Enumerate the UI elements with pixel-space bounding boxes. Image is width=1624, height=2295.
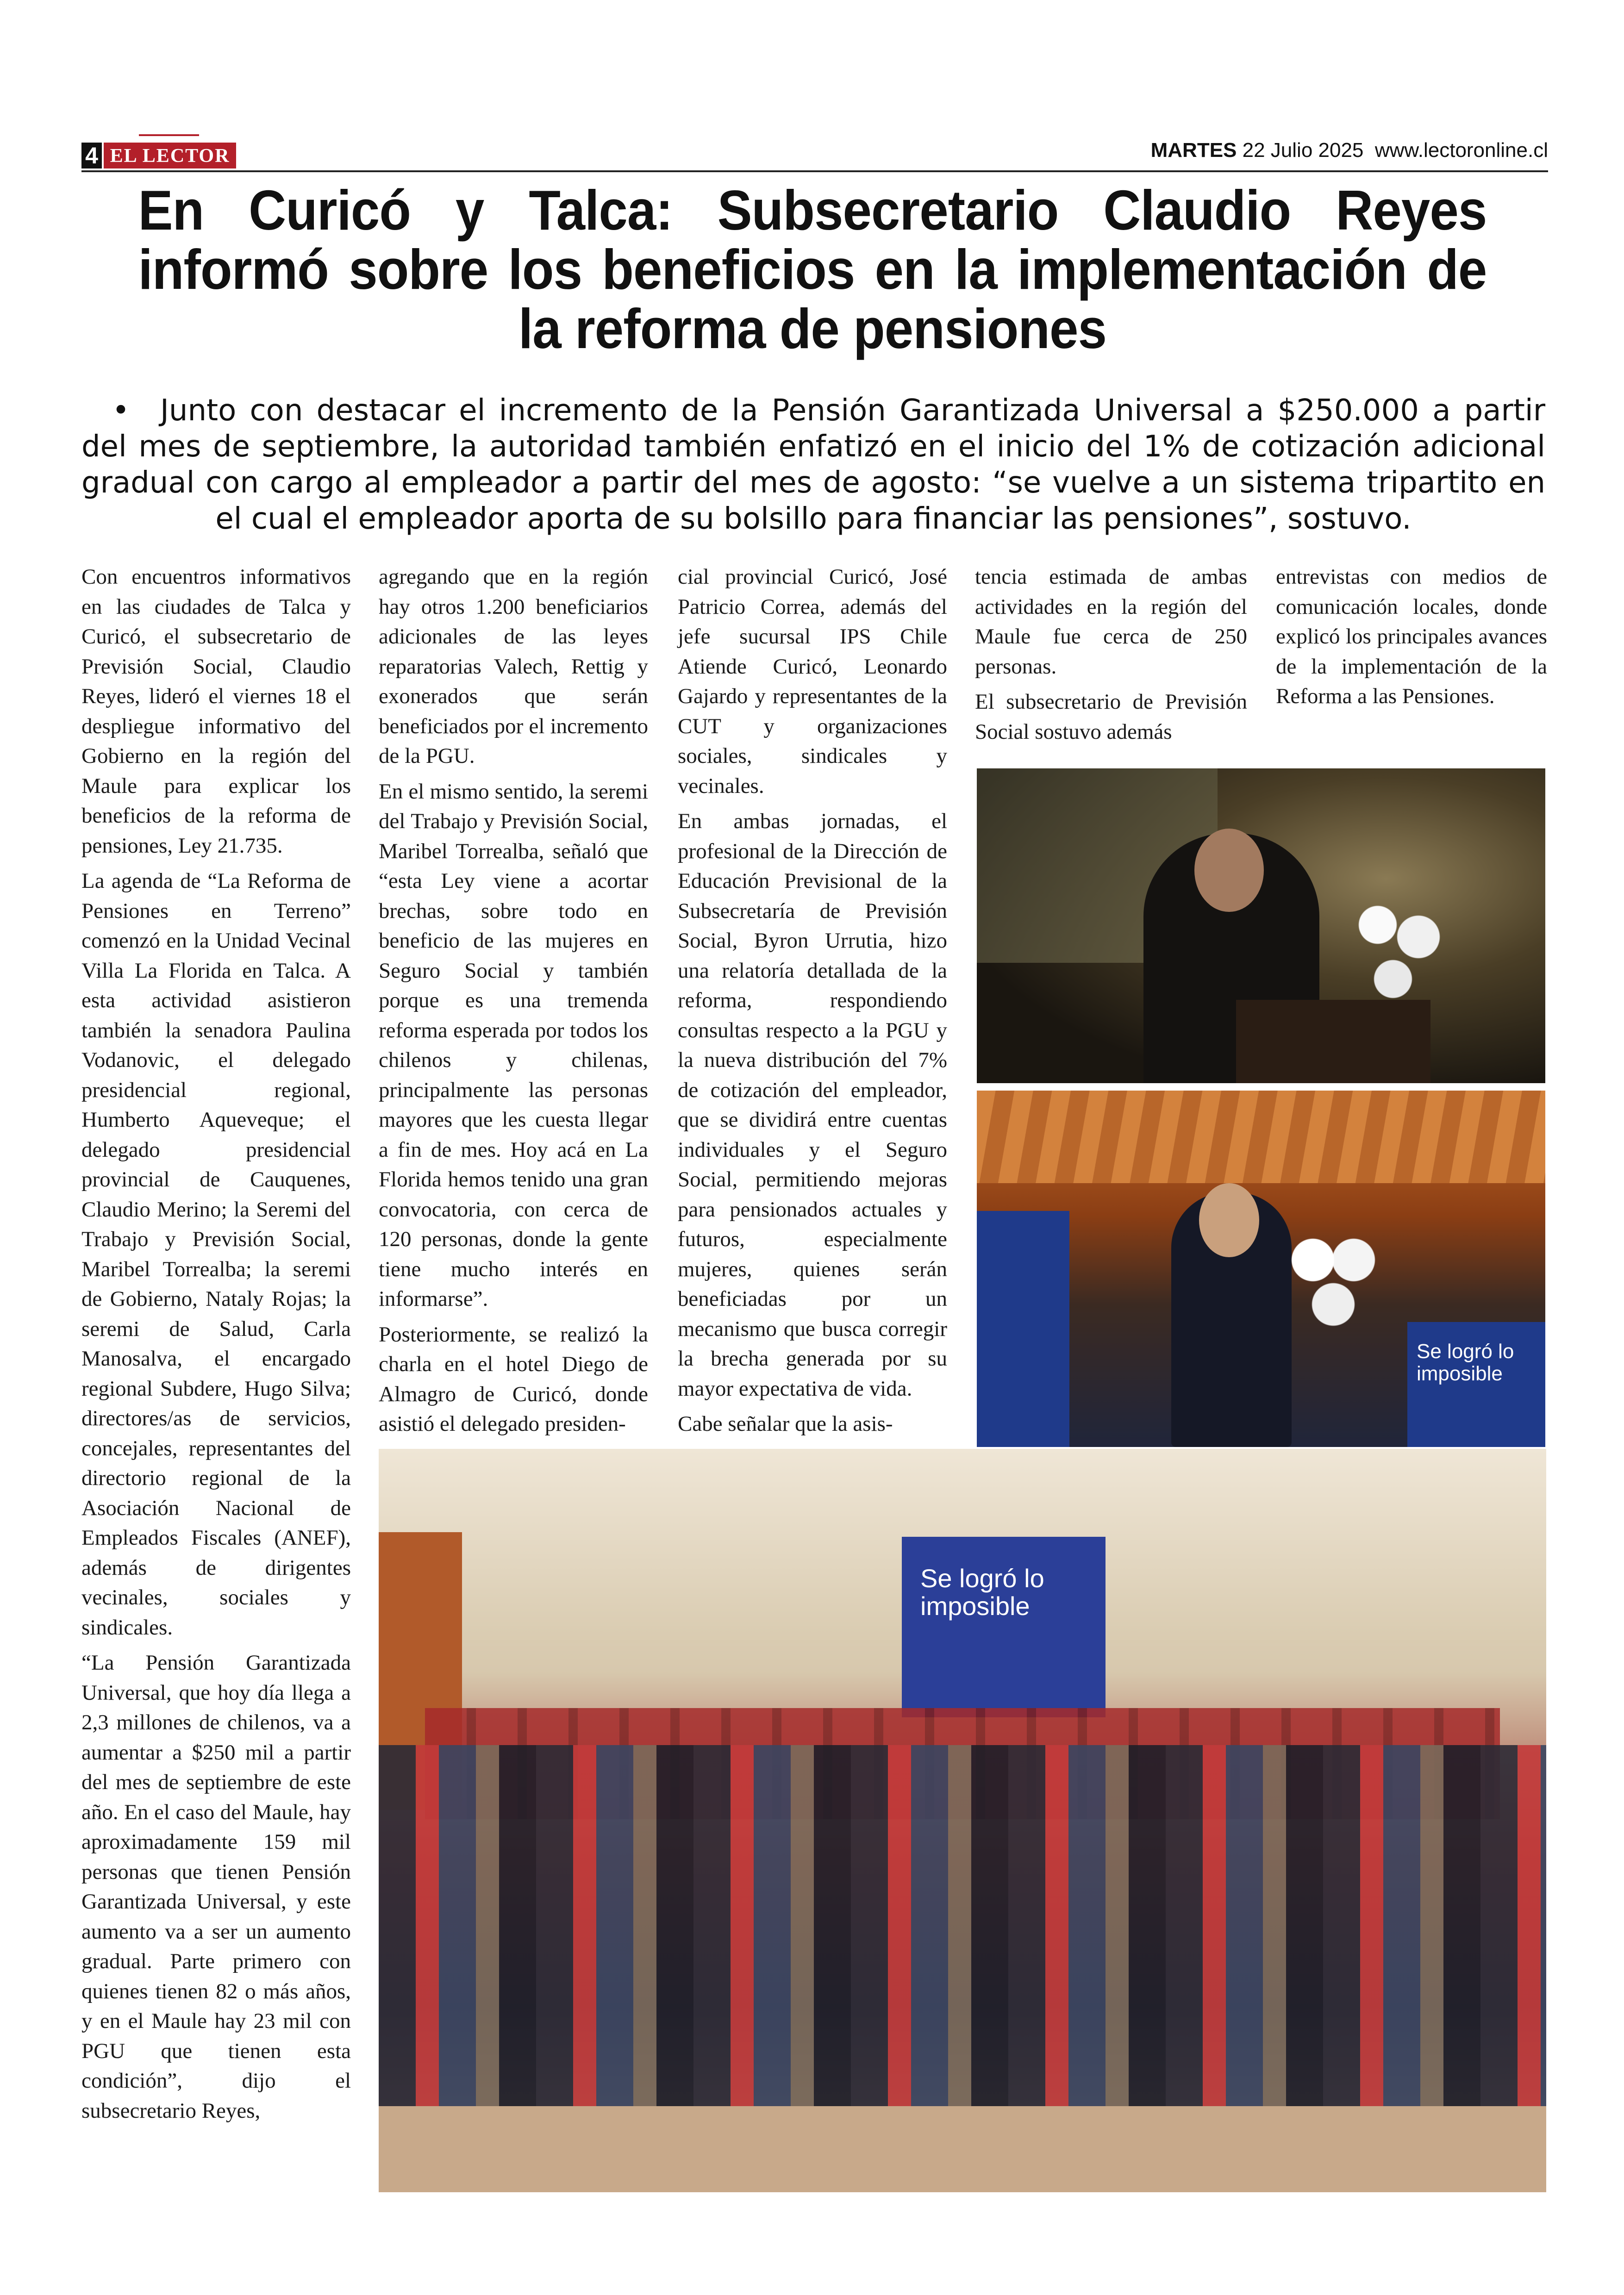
paragraph: El subsecretario de Previsión Social sostuvo además: [975, 690, 1247, 744]
wooden-ceiling: [977, 1091, 1545, 1183]
body-column-3: [678, 562, 947, 1445]
banner-right: [1407, 1322, 1545, 1447]
podium: [1236, 1000, 1430, 1083]
headline: En Curicó y Talca: Subsecretario Claudio Reyes informó sobre los beneficios en la implementación de la reforma de pensiones: [138, 179, 1487, 360]
crowd: [379, 1745, 1546, 2115]
speaker-head: [1199, 1183, 1259, 1257]
paragraph: La agenda de “La Reforma de Pensiones en Terreno” comenzó en la Unidad Vecinal Villa La Florida en Talca. A esta actividad asistieron también la senadora Paulina Vodanovic, el delegado presidencial regional, Humberto Aqueveque; el delegado presidencial provincial de Cauquenes, Claudio Merino; la Seremi del Trabajo y Previsión Social, Maribel Torrealba; la seremi de Gobierno, Nataly Rojas; la seremi de Salud, Carla Manosalva, el encargado regional Subdere, Hugo Silva; directores/as de servicios, concejales, representantes del directorio regional de la Asociación Nacional de Empleados Fiscales (ANEF), además de dirigentes vecinales, sociales y sindicales.: [81, 869, 351, 1640]
body-column-1: [81, 562, 351, 2131]
website-link[interactable]: www.lectoronline.cl: [1374, 139, 1548, 162]
flowers: [1347, 889, 1449, 1009]
banner-text: Se logró lo imposible: [920, 1564, 1044, 1621]
photo-group: [379, 1449, 1546, 2192]
event-banner: [902, 1537, 1106, 1717]
photo-speaker-woman: [977, 1091, 1545, 1447]
page-number: 4: [81, 143, 102, 168]
photo-speaker-man: [977, 768, 1545, 1083]
paragraph: Con encuentros informativos en las ciudades de Talca y Curicó, el subsecretario de Previsión Social, Claudio Reyes, lideró el viernes 18 el despliegue informativo del Gobierno en la región del Maule para explicar los beneficios de la reforma de pensiones, Ley 21.735.: [81, 565, 351, 858]
paragraph: tencia estimada de ambas actividades en la región del Maule fue cerca de 250 personas.: [975, 565, 1247, 679]
newspaper-logo: EL LECTOR: [104, 143, 236, 168]
body-column-2: [379, 562, 648, 1445]
issue-date: 22 Julio 2025: [1242, 139, 1364, 162]
floor: [379, 2106, 1546, 2192]
issue-info: [1151, 139, 1548, 162]
paragraph: “La Pensión Garantizada Universal, que hoy día llega a 2,3 millones de chilenos, va a aumentar a $250 mil a partir del mes de septiembre de este año. En el caso del Maule, hay aproximadamente 159 mil personas que tienen Pensión Garantizada Universal, y este aumento va a ser un aumento gradual. Parte primero con quienes tienen 82 o más años, y en el Maule hay 23 mil con PGU que tienen esta condición”, dijo el subsecretario Reyes,: [81, 1651, 351, 2123]
issue-day: MARTES: [1150, 139, 1237, 162]
flowers: [1282, 1216, 1384, 1364]
paragraph: En el mismo sentido, la seremi del Trabajo y Previsión Social, Maribel Torrealba, señaló que “esta Ley viene a acortar brechas, sobre todo en beneficio de las mujeres en Seguro Social y también porque es una tremenda reforma esperada por todos los chilenos y chilenas, principalmente las personas mayores que les cuesta llegar a fin de mes. Hoy acá en La Florida hemos tenido una gran convocatoria, con cerca de 120 personas, donde la gente tiene mucho interés en informarse”.: [379, 779, 648, 1311]
body-column-5: [1276, 562, 1547, 717]
subhead: [81, 393, 1545, 537]
subhead-text: Junto con destacar el incremento de la Pensión Garantizada Universal a $250.000 a partir del mes de septiembre, la autoridad también enfatizó en el inicio del 1% de cotización adicional gradual con cargo al empleador a partir del mes de agosto: “se vuelve a un sistema tripartito en el cual el empleador aporta de su bolsillo para financiar las pensiones”, sostuvo.: [81, 393, 1545, 536]
paragraph: cial provincial Curicó, José Patricio Correa, además del jefe sucursal IPS Chile Atiende Curicó, Leonardo Gajardo y representantes de la CUT y organizaciones sociales, sindicales y vecinales.: [678, 565, 947, 798]
subhead-bullet: •: [112, 393, 130, 428]
paragraph: En ambas jornadas, el profesional de la Dirección de Educación Previsional de la Subsecretaría de Previsión Social, Byron Urrutia, hizo una relatoría detallada de la reforma, respondiendo consultas respecto a la PGU y la nueva distribución del 7% de cotización del empleador, que se dividirá entre cuentas individuales y el Seguro Social, permitiendo mejoras para pensionados actuales y futuros, especialmente mujeres, quienes serán beneficiadas por un mecanismo que busca corregir la brecha generada por su mayor expectativa de vida.: [678, 809, 947, 1401]
body-column-4: [975, 562, 1247, 752]
paragraph: Cabe señalar que la asis-: [678, 1412, 893, 1436]
banner-left: [977, 1211, 1069, 1447]
paragraph: agregando que en la región hay otros 1.200 beneficiarios adicionales de las leyes reparatorias Valech, Rettig y exonerados que serán beneficiados por el incremento de la PGU.: [379, 565, 648, 768]
banner-text: Se logró lo imposible: [1417, 1340, 1514, 1385]
paragraph: Posteriormente, se realizó la charla en el hotel Diego de Almagro de Curicó, donde asistió el delegado presiden-: [379, 1322, 648, 1436]
speaker-head: [1194, 829, 1264, 912]
header-rule: [81, 170, 1548, 172]
paragraph: entrevistas con medios de comunicación locales, donde explicó los principales avances de la implementación de la Reforma a las Pensiones.: [1276, 565, 1547, 708]
